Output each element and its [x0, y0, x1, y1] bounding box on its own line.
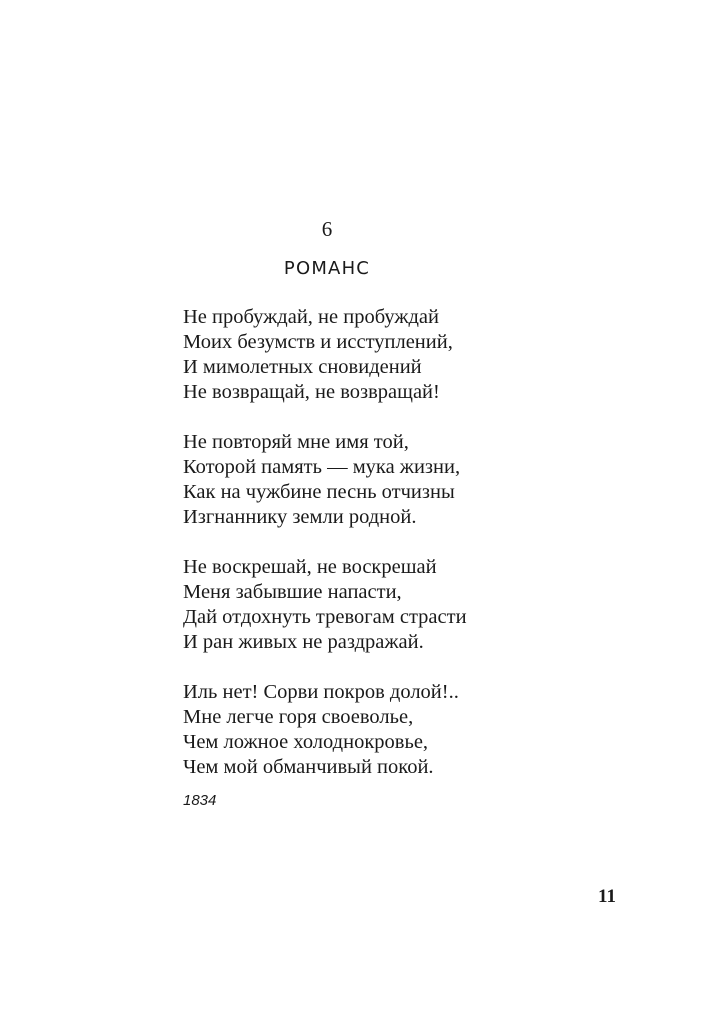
poem-line: Чем мой обманчивый покой.: [183, 756, 434, 778]
poem-number: 6: [321, 217, 333, 241]
poem-line: Иль нет! Сорви покров долой!..: [183, 681, 459, 703]
poem-line: Не повторяй мне имя той,: [183, 431, 409, 453]
poem-line: Дай отдохнуть тревогам страсти: [183, 606, 467, 628]
stanza-2: [183, 430, 653, 530]
poem-line: Не воскрешай, не воскрешай: [183, 556, 437, 578]
stanza-4: [183, 680, 653, 780]
poem-line: Чем ложное холоднокровье,: [183, 731, 429, 753]
stanza-3: [183, 555, 653, 655]
poem-line: Моих безумств и исступлений,: [183, 331, 453, 353]
poem-line: Не возвращай, не возвращай!: [183, 381, 440, 403]
page-number: 11: [598, 886, 616, 907]
poem-line: Не пробуждай, не пробуждай: [183, 306, 439, 328]
poem-line: Которой память — мука жизни,: [183, 456, 461, 478]
poem-line: Меня забывшие напасти,: [183, 581, 402, 603]
poem-body: [183, 305, 653, 805]
poem-line: И мимолетных сновидений: [183, 356, 422, 378]
poem-date: 1834: [183, 792, 217, 809]
poem-line: Мне легче горя своеволье,: [183, 706, 414, 728]
stanza-1: [183, 305, 653, 405]
poem-line: И ран живых не раздражай.: [183, 631, 424, 653]
poem-title: РОМАНС: [283, 258, 371, 279]
poem-line: Изгнаннику земли родной.: [183, 506, 417, 528]
poem-line: Как на чужбине песнь отчизны: [183, 481, 455, 503]
